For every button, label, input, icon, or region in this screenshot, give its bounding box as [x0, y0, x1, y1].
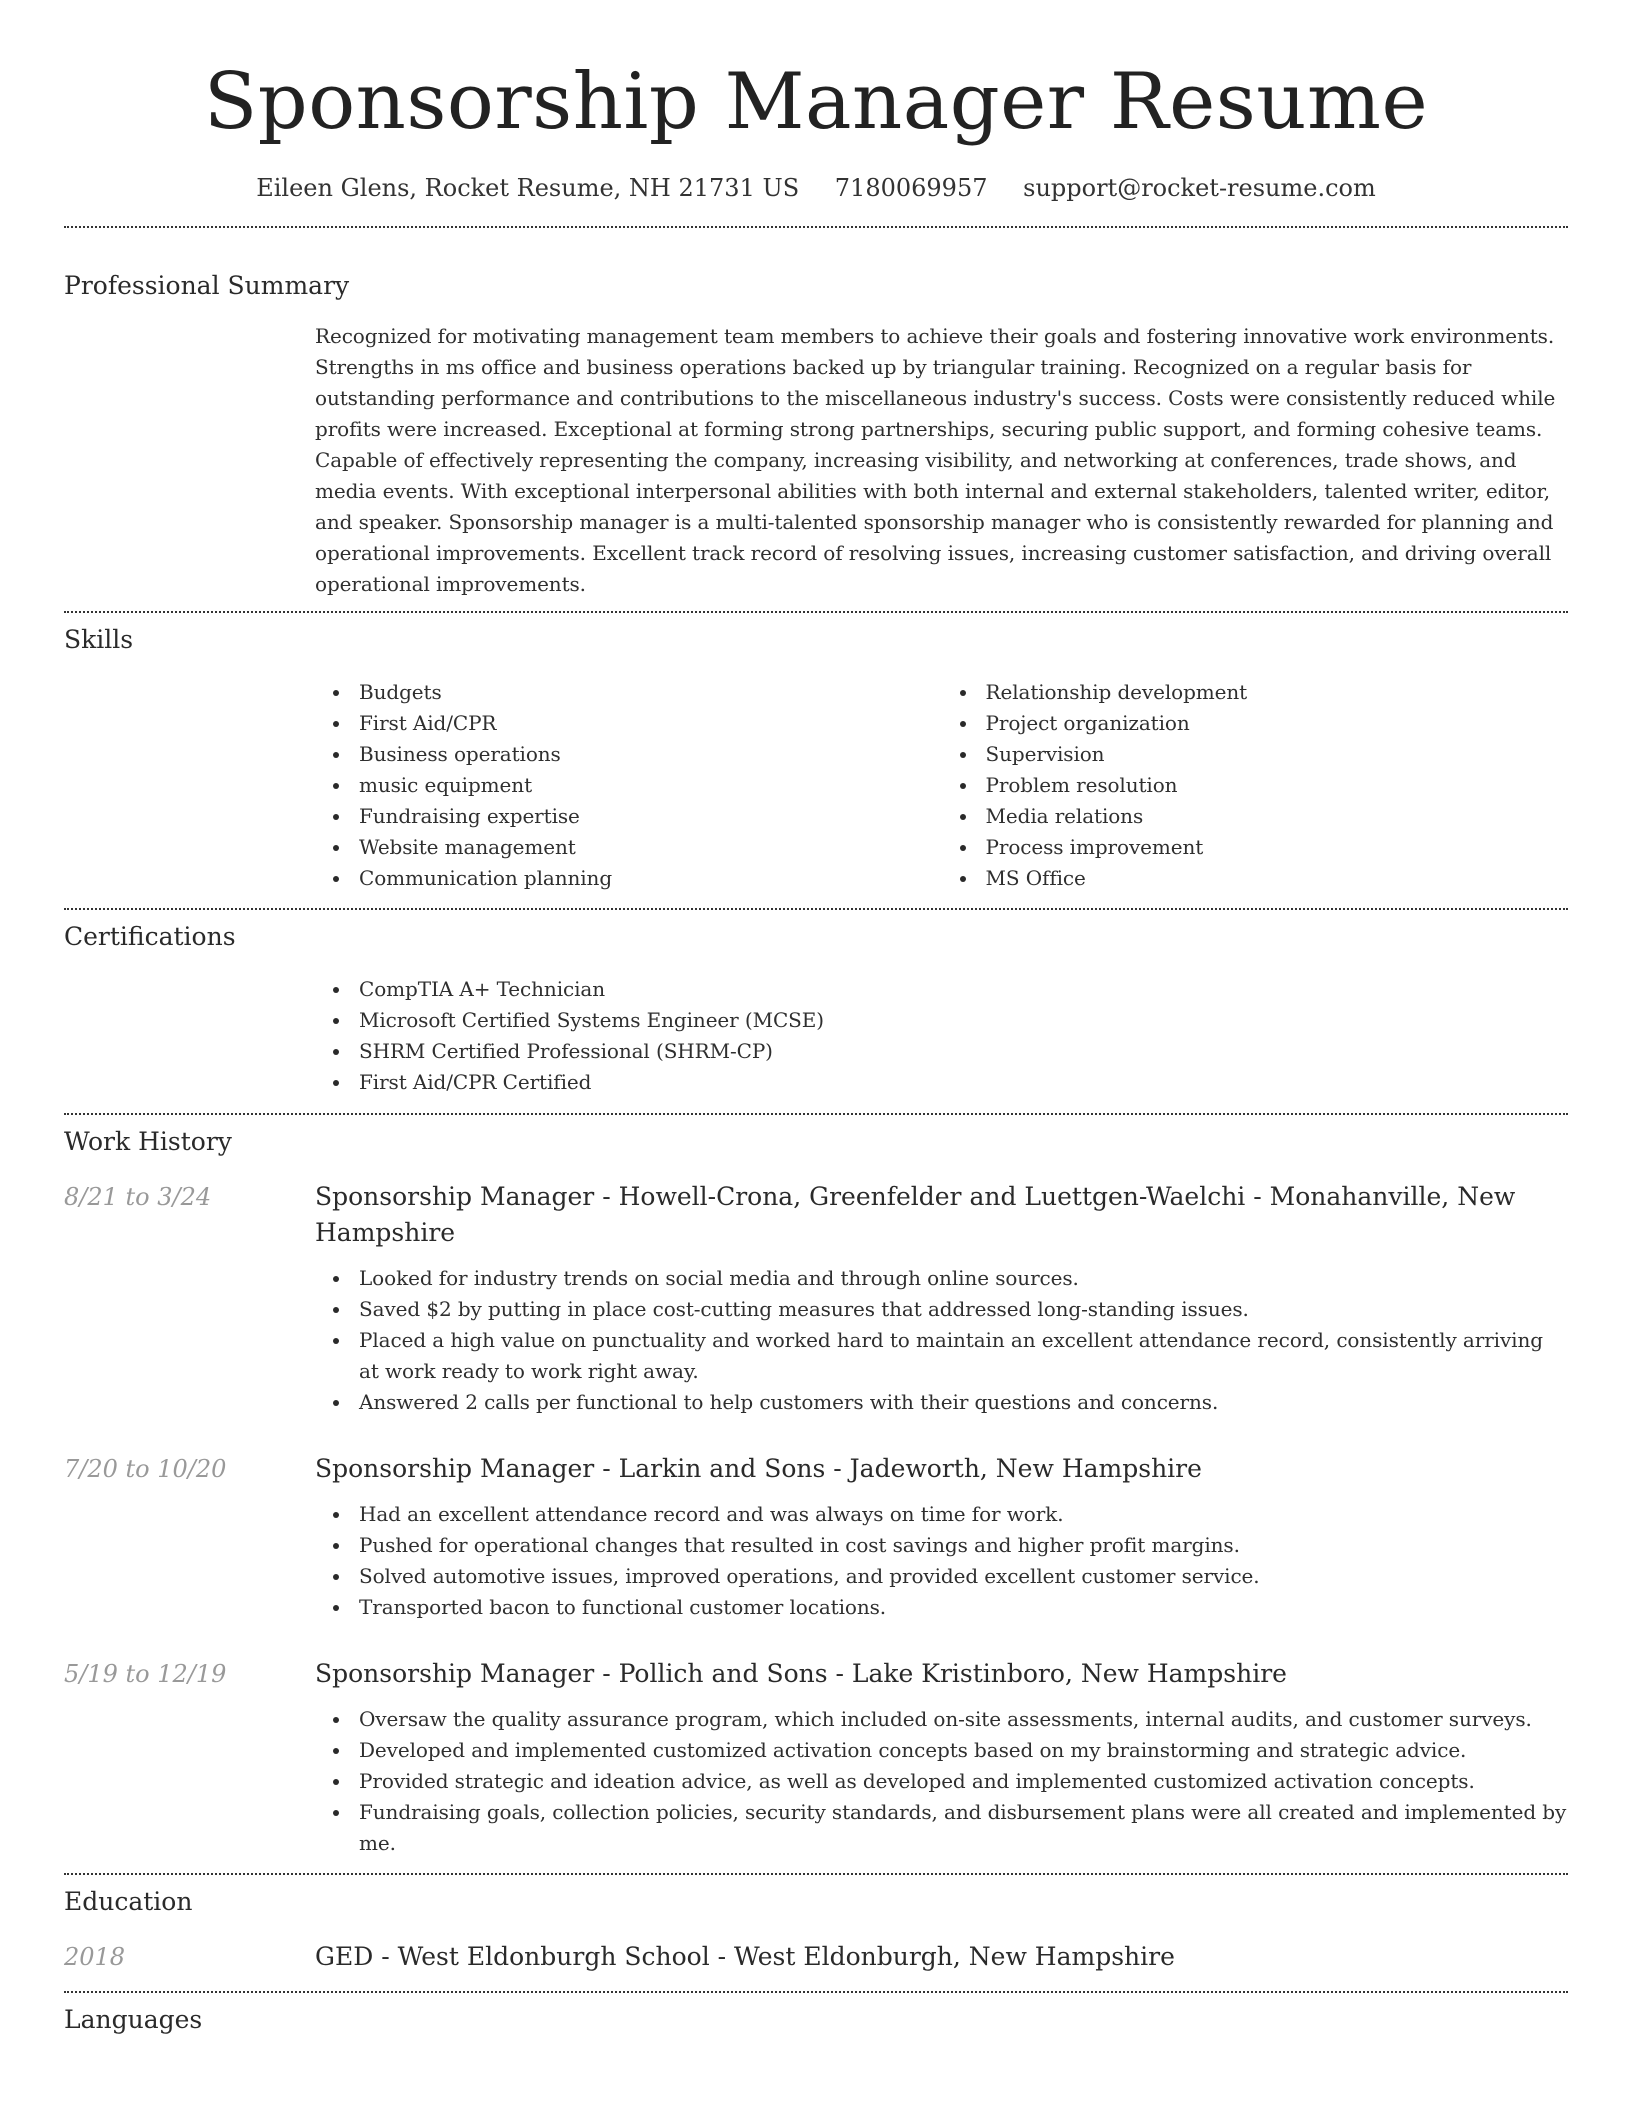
list-item: Media relations [986, 801, 1569, 832]
list-item: Supervision [986, 739, 1569, 770]
list-item: music equipment [359, 770, 942, 801]
section-title-certifications: Certifications [64, 922, 236, 951]
list-item: Communication planning [359, 863, 942, 894]
list-item: Process improvement [986, 832, 1569, 863]
list-item: MS Office [986, 863, 1569, 894]
list-item: Website management [359, 832, 942, 863]
education-entry [64, 1939, 1568, 1975]
skills-list-right [942, 677, 1569, 894]
job-title: Sponsorship Manager - Howell-Crona, Greenfelder and Luettgen-Waelchi - Monahanville, New Hampshire [315, 1182, 1516, 1247]
list-item: Developed and implemented customized activation concepts based on my brainstorming and strategic advice. [359, 1735, 1568, 1766]
contact-email: support@rocket-resume.com [1023, 174, 1376, 202]
list-item: Transported bacon to functional customer locations. [359, 1592, 1568, 1623]
list-item: Pushed for operational changes that resulted in cost savings and higher profit margins. [359, 1530, 1568, 1561]
job-details [315, 1263, 1568, 1418]
resume-page [64, 0, 1568, 2037]
list-item: Solved automotive issues, improved operations, and provided excellent customer service. [359, 1561, 1568, 1592]
list-item: First Aid/CPR [359, 708, 942, 739]
job-entry [64, 1656, 1568, 1859]
contact-phone: 7180069957 [834, 174, 988, 202]
summary-content [315, 321, 1568, 600]
list-item: Looked for industry trends on social media and through online sources. [359, 1263, 1568, 1294]
list-item: Relationship development [986, 677, 1569, 708]
list-item: First Aid/CPR Certified [359, 1067, 1568, 1098]
list-item: Provided strategic and ideation advice, as well as developed and implemented customized activation concepts. [359, 1766, 1568, 1797]
job-dates: 5/19 to 12/19 [64, 1660, 227, 1688]
list-item: Placed a high value on punctuality and worked hard to maintain an excellent attendance record, consistently arriving at work ready to work right away. [359, 1325, 1568, 1387]
list-item: Fundraising expertise [359, 801, 942, 832]
skills-grid [315, 677, 1568, 894]
list-item: Oversaw the quality assurance program, which included on-site assessments, internal audits, and customer surveys. [359, 1704, 1568, 1735]
skills-section [64, 613, 1568, 894]
job-details [315, 1499, 1568, 1623]
list-item: Business operations [359, 739, 942, 770]
list-item: Answered 2 calls per functional to help customers with their questions and concerns. [359, 1387, 1568, 1418]
skills-list-left [315, 677, 942, 894]
section-title-summary: Professional Summary [64, 271, 350, 300]
education-section [64, 1875, 1568, 1975]
resume-title: Sponsorship Manager Resume [203, 57, 1429, 147]
job-title: Sponsorship Manager - Larkin and Sons - Jadeworth, New Hampshire [315, 1454, 1202, 1483]
section-title-education: Education [64, 1887, 193, 1916]
list-item: Project organization [986, 708, 1569, 739]
list-item: Problem resolution [986, 770, 1569, 801]
list-item: SHRM Certified Professional (SHRM-CP) [359, 1036, 1568, 1067]
list-item: CompTIA A+ Technician [359, 974, 1568, 1005]
job-bullets [315, 1499, 1568, 1623]
list-item: Saved $2 by putting in place cost-cutting measures that addressed long-standing issues. [359, 1294, 1568, 1325]
list-item: Fundraising goals, collection policies, security standards, and disbursement plans were all created and implemented by me. [359, 1797, 1568, 1859]
job-bullets [315, 1263, 1568, 1418]
education-date: 2018 [64, 1943, 126, 1971]
languages-section [64, 1993, 1568, 2037]
section-title-languages: Languages [64, 2005, 203, 2034]
section-title-work: Work History [64, 1127, 232, 1156]
certifications-list [315, 974, 1568, 1098]
certifications-content [315, 974, 1568, 1098]
job-title: Sponsorship Manager - Pollich and Sons - Lake Kristinboro, New Hampshire [315, 1659, 1287, 1688]
summary-text: Recognized for motivating management team members to achieve their goals and fostering innovative work environments. Strengths in ms office and business operations backed up by triangular training. Recognized on a regular basis for outstanding performance and contributions to the miscellaneous industry's success. Costs were consistently reduced while profits were increased. Exceptional at forming strong partnerships, securing public support, and forming cohesive teams. Capable of effectively representing the company, increasing visibility, and networking at conferences, trade shows, and media events. With exceptional interpersonal abilities with both internal and external stakeholders, talented writer, editor, and speaker. Sponsorship manager is a multi-talented sponsorship manager who is consistently rewarded for planning and operational improvements. Excellent track record of resolving issues, increasing customer satisfaction, and driving overall operational improvements. [315, 324, 1556, 596]
contact-line [64, 170, 1568, 206]
contact-address: Eileen Glens, Rocket Resume, NH 21731 US [256, 174, 800, 202]
education-title: GED - West Eldonburgh School - West Eldonburgh, New Hampshire [315, 1942, 1175, 1971]
job-bullets [315, 1704, 1568, 1859]
certifications-section [64, 910, 1568, 1098]
work-section [64, 1115, 1568, 1859]
job-details [315, 1704, 1568, 1859]
job-entry [64, 1451, 1568, 1623]
job-dates: 8/21 to 3/24 [64, 1183, 212, 1211]
job-dates: 7/20 to 10/20 [64, 1455, 227, 1483]
summary-section [64, 228, 1568, 600]
job-entry [64, 1179, 1568, 1418]
list-item: Had an excellent attendance record and was always on time for work. [359, 1499, 1568, 1530]
section-title-skills: Skills [64, 625, 134, 654]
list-item: Budgets [359, 677, 942, 708]
list-item: Microsoft Certified Systems Engineer (MCSE) [359, 1005, 1568, 1036]
